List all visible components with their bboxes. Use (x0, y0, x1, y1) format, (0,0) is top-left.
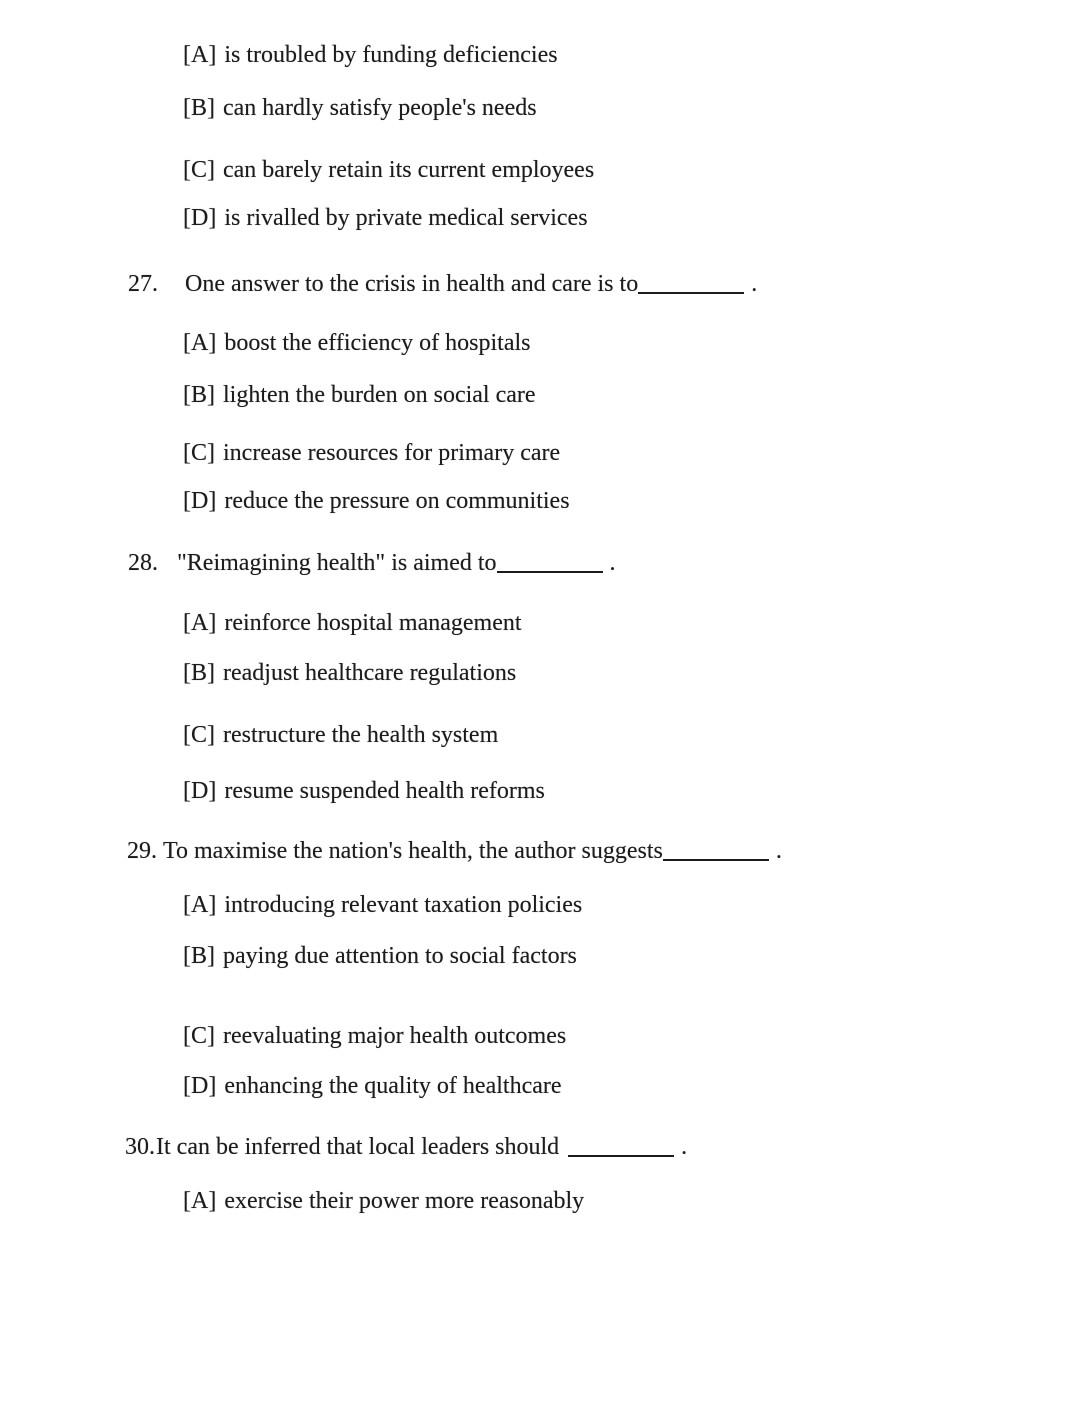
question-number: 27. (128, 271, 158, 297)
option-26-b (183, 93, 537, 123)
question-number: 29. (127, 838, 157, 864)
question-stem: One answer to the crisis in health and care is to (185, 271, 639, 297)
option-label: [B] (183, 660, 215, 686)
option-label: [D] (183, 778, 217, 804)
question-27 (128, 268, 757, 299)
answer-blank (568, 1134, 674, 1157)
option-29-d (183, 1071, 562, 1101)
option-29-c (183, 1021, 566, 1051)
option-label: [D] (183, 488, 217, 514)
option-label: [D] (183, 1073, 217, 1099)
question-stem: To maximise the nation's health, the author suggests (163, 838, 663, 864)
option-text: enhancing the quality of healthcare (224, 1073, 562, 1099)
question-number: 30. (125, 1134, 155, 1160)
option-30-a (183, 1186, 584, 1216)
option-28-b (183, 658, 516, 688)
option-29-b (183, 941, 577, 971)
option-26-c (183, 155, 594, 185)
question-period: . (681, 1134, 688, 1160)
question-29 (127, 835, 782, 866)
option-27-c (183, 438, 560, 468)
question-period: . (609, 550, 616, 576)
option-text: can hardly satisfy people's needs (223, 95, 537, 121)
option-label: [A] (183, 42, 217, 68)
question-period: . (751, 271, 758, 297)
option-label: [A] (183, 1188, 217, 1214)
option-text: is troubled by funding deficiencies (224, 42, 558, 68)
option-label: [A] (183, 330, 217, 356)
option-28-d (183, 776, 545, 806)
option-label: [C] (183, 440, 215, 466)
option-text: reduce the pressure on communities (224, 488, 570, 514)
answer-blank (638, 271, 744, 294)
question-30 (125, 1131, 687, 1162)
option-label: [C] (183, 1023, 215, 1049)
option-text: lighten the burden on social care (223, 382, 536, 408)
option-text: reinforce hospital management (224, 610, 522, 636)
question-stem: It can be inferred that local leaders should (156, 1134, 560, 1160)
option-26-a (183, 40, 558, 70)
question-period: . (775, 838, 782, 864)
answer-blank (663, 838, 769, 861)
option-28-a (183, 608, 522, 638)
option-29-a (183, 890, 582, 920)
option-label: [B] (183, 95, 215, 121)
option-text: resume suspended health reforms (224, 778, 545, 804)
option-label: [A] (183, 610, 217, 636)
option-text: reevaluating major health outcomes (223, 1023, 567, 1049)
option-text: paying due attention to social factors (223, 943, 577, 969)
question-stem: "Reimagining health" is aimed to (177, 550, 497, 576)
question-number: 28. (128, 550, 158, 576)
option-label: [C] (183, 157, 215, 183)
option-text: boost the efficiency of hospitals (224, 330, 531, 356)
answer-blank (497, 550, 603, 573)
option-label: [D] (183, 205, 217, 231)
option-text: readjust healthcare regulations (223, 660, 517, 686)
option-28-c (183, 720, 498, 750)
option-text: exercise their power more reasonably (224, 1188, 585, 1214)
option-label: [B] (183, 382, 215, 408)
option-text: increase resources for primary care (223, 440, 561, 466)
option-text: can barely retain its current employees (223, 157, 595, 183)
option-label: [C] (183, 722, 215, 748)
option-27-a (183, 328, 530, 358)
option-text: is rivalled by private medical services (224, 205, 588, 231)
option-text: restructure the health system (223, 722, 499, 748)
option-label: [A] (183, 892, 217, 918)
option-27-d (183, 486, 570, 516)
option-26-d (183, 203, 588, 233)
option-label: [B] (183, 943, 215, 969)
question-28 (128, 547, 616, 578)
option-text: introducing relevant taxation policies (224, 892, 583, 918)
option-27-b (183, 380, 536, 410)
